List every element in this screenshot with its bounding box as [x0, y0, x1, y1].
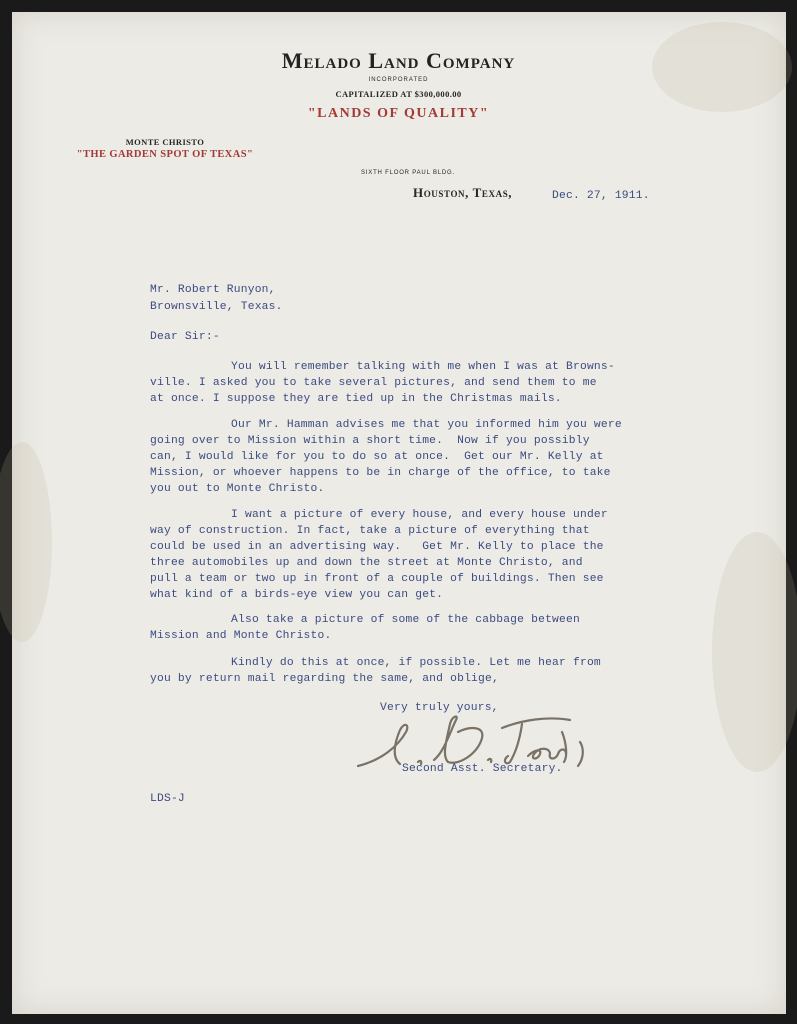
city-heading: Houston, Texas, [413, 185, 513, 200]
body-line: can, I would like for you to do so at once. Get our Mr. Kelly at [150, 451, 604, 463]
recipient-name: Mr. Robert Runyon, [150, 284, 276, 296]
incorporated-label: INCORPORATED [368, 77, 429, 83]
building-address: SIXTH FLOOR PAUL BLDG. [361, 170, 455, 176]
body-line: could be used in an advertising way. Get Mr. Kelly to place the [150, 541, 604, 553]
capitalization: CAPITALIZED AT $300,000.00 [335, 89, 462, 99]
paper-stain [0, 442, 52, 642]
body-line: You will remember talking with me when I was at Browns- [231, 361, 615, 373]
location-slogan: "THE GARDEN SPOT OF TEXAS" [76, 149, 254, 160]
body-line: you by return mail regarding the same, and oblige, [150, 673, 499, 685]
body-line: ville. I asked you to take several pictures, and send them to me [150, 377, 597, 389]
body-line: Mission, or whoever happens to be in charge of the office, to take [150, 467, 611, 479]
body-line: Kindly do this at once, if possible. Let me hear from [231, 657, 601, 669]
letter-date: Dec. 27, 1911. [552, 190, 650, 202]
body-line: Mission and Monte Christo. [150, 630, 332, 642]
body-line: going over to Mission within a short time. Now if you possibly [150, 435, 590, 447]
body-line: Also take a picture of some of the cabbage between [231, 614, 580, 626]
body-line: you out to Monte Christo. [150, 483, 325, 495]
body-line: I want a picture of every house, and every house under [231, 509, 608, 521]
recipient-city: Brownsville, Texas. [150, 301, 283, 313]
body-line: way of construction. In fact, take a picture of everything that [150, 525, 590, 537]
body-line: pull a team or two up in front of a couple of buildings. Then see [150, 573, 604, 585]
body-line: three automobiles up and down the street at Monte Christo, and [150, 557, 583, 569]
body-line: at once. I suppose they are tied up in the Christmas mails. [150, 393, 562, 405]
company-motto: "LANDS OF QUALITY" [307, 106, 490, 121]
signer-title: Second Asst. Secretary. [402, 763, 563, 775]
body-line: Our Mr. Hamman advises me that you informed him you were [231, 419, 622, 431]
company-name: Melado Land Company [281, 48, 516, 73]
closing: Very truly yours, [380, 702, 499, 714]
paper-stain [712, 532, 797, 772]
reference-initials: LDS-J [150, 793, 185, 805]
body-line: what kind of a birds-eye view you can get. [150, 589, 444, 601]
location-name: MONTE CHRISTO [125, 137, 205, 147]
salutation: Dear Sir:- [150, 331, 220, 343]
